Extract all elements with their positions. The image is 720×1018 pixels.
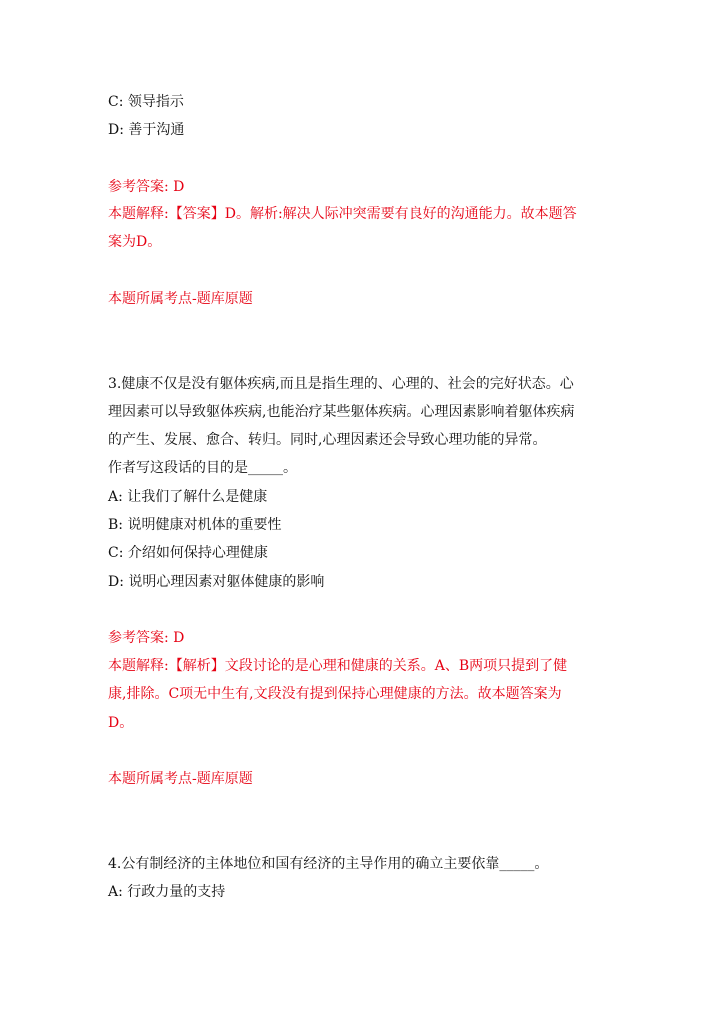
option-c: C: 领导指示 <box>108 94 184 110</box>
explanation-line: D。 <box>108 715 134 731</box>
explanation-line: 本题解释:【答案】D。解析:解决人际冲突需要有良好的沟通能力。故本题答 <box>108 206 577 222</box>
option-a: A: 让我们了解什么是健康 <box>108 489 268 505</box>
question-stem-line: 4.公有制经济的主体地位和国有经济的主导作用的确立主要依靠_____。 <box>108 856 549 872</box>
reference-answer: 参考答案: D <box>108 630 185 646</box>
option-a: A: 行政力量的支持 <box>108 884 226 900</box>
option-c: C: 介绍如何保持心理健康 <box>108 545 268 561</box>
question-stem-line: 的产生、发展、愈合、转归。同时,心理因素还会导致心理功能的异常。 <box>108 432 547 448</box>
explanation-line: 案为D。 <box>108 234 162 250</box>
explanation-line: 本题解释:【解析】文段讨论的是心理和健康的关系。A、B两项只提到了健 <box>108 658 568 674</box>
option-d: D: 善于沟通 <box>108 122 185 138</box>
question-stem-line: 3.健康不仅是没有躯体疾病,而且是指生理的、心理的、社会的完好状态。心 <box>108 376 574 392</box>
option-b: B: 说明健康对机体的重要性 <box>108 517 282 533</box>
option-d: D: 说明心理因素对躯体健康的影响 <box>108 574 325 590</box>
question-source: 本题所属考点-题库原题 <box>108 291 253 307</box>
question-source: 本题所属考点-题库原题 <box>108 771 253 787</box>
explanation-line: 康,排除。C项无中生有,文段没有提到保持心理健康的方法。故本题答案为 <box>108 686 562 702</box>
question-prompt: 作者写这段话的目的是_____。 <box>108 460 297 476</box>
question-stem-line: 理因素可以导致躯体疾病,也能治疗某些躯体疾病。心理因素影响着躯体疾病 <box>108 404 575 420</box>
reference-answer: 参考答案: D <box>108 179 185 195</box>
